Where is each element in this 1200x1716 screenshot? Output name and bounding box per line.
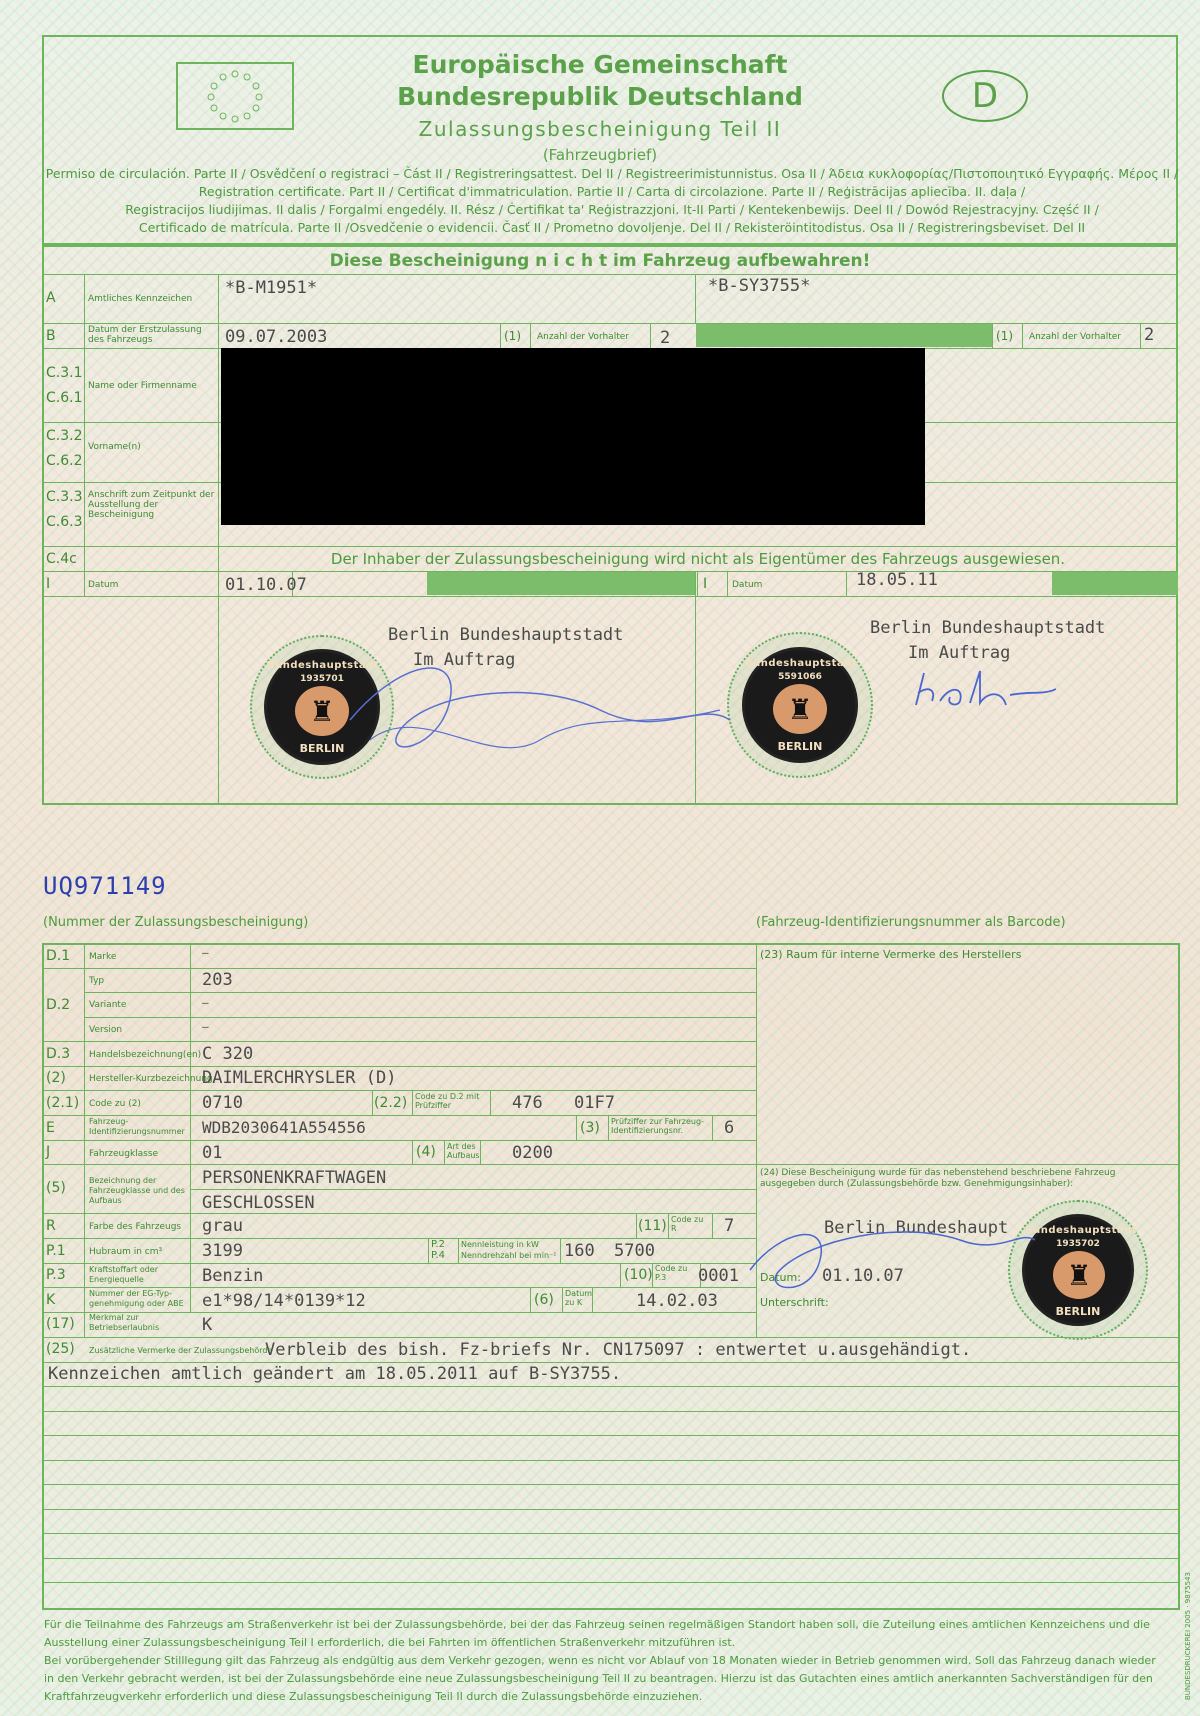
code-22: (2.2) — [374, 1095, 408, 1111]
stamp-text-2b: Im Auftrag — [908, 643, 1011, 663]
printer-mark: BUNDESDRUCKEREI 2005 · 9875543 — [1184, 1572, 1192, 1700]
value-21: 0710 — [202, 1093, 243, 1113]
country-oval: D — [942, 70, 1028, 122]
label-c32: Vorname(n) — [88, 442, 141, 452]
label-21: Code zu (2) — [89, 1099, 141, 1109]
label-prev-1: Anzahl der Vorhalter — [537, 332, 629, 342]
label-5: Bezeichnung der Fahrzeugklasse und des Aufbaus — [89, 1176, 185, 1205]
value-e: WDB2030641A554556 — [202, 1118, 366, 1137]
code-r: R — [46, 1218, 56, 1234]
code-c61: C.6.1 — [46, 390, 83, 406]
label-17: Merkmal zur Betriebserlaubnis — [89, 1313, 160, 1332]
code-p3: P.3 — [46, 1267, 66, 1283]
value-22a: 476 — [512, 1093, 543, 1113]
code-25: (25) — [46, 1341, 75, 1357]
barcode-label: (Fahrzeug-Identifizierungsnummer als Barcode) — [756, 915, 1066, 930]
footer-paragraph-1: Für die Teilnahme des Fahrzeugs am Straßenverkehr ist bei der Zulassungsbehörde, bei der das Fahrzeug seinen regelmäßigen Standort haben soll, die Zuteilung eines amtlichen Kennzeichens und die Ausstellung einer Zulassungsbescheinigung Teil I erforderlich, die bei Fahrten im öffentlichen Straßenverkehr mitzuführen ist. — [44, 1618, 1150, 1649]
label-3: Prüfziffer zur Fahrzeug-Identifizierungsnr. — [611, 1117, 704, 1135]
code-4: (4) — [416, 1144, 436, 1160]
label-p4: Nenndrehzahl bei min⁻¹ — [461, 1251, 557, 1260]
label-25: Zusätzliche Vermerke der Zulassungsbehörde — [89, 1346, 273, 1355]
signature-scribble-1 — [340, 640, 740, 780]
remark-line-2: Kennzeichen amtlich geändert am 18.05.2011 auf B-SY3755. — [48, 1364, 622, 1384]
label-22: Code zu D.2 mit Prüfziffer — [415, 1092, 480, 1110]
value-d1: — — [202, 946, 209, 959]
label-c33: Anschrift zum Zeitpunkt der Ausstellung der Bescheinigung — [88, 490, 215, 520]
value-5b: GESCHLOSSEN — [202, 1193, 315, 1213]
label-i-1: Datum — [88, 580, 119, 590]
code-c33: C.3.3 — [46, 489, 83, 505]
header-title-3: Zulassungsbescheinigung Teil II — [418, 117, 782, 141]
value-r: grau — [202, 1216, 243, 1236]
official-seal-3: Bundeshauptstadt 1935702 ♜ BERLIN — [1008, 1200, 1148, 1340]
permit-line-2: Registration certificate. Part II / Certificat d'immatriculation. Partie II / Carta di circolazione. Parte II / Reģistrācijas apliecība. II. daļa / — [198, 184, 1026, 199]
value-d3: C 320 — [202, 1044, 254, 1064]
label-i-2: Datum — [732, 580, 763, 590]
code-k: K — [46, 1292, 56, 1308]
warning-text: Diese Bescheinigung n i c h t im Fahrzeug aufbewahren! — [329, 251, 871, 271]
document-number-label: (Nummer der Zulassungsbescheinigung) — [43, 915, 309, 930]
value-k: e1*98/14*0139*12 — [202, 1291, 366, 1311]
value-p1: 3199 — [202, 1241, 243, 1261]
label-11: Code zu R — [671, 1215, 704, 1233]
label-typ: Typ — [89, 976, 105, 986]
label-prev-2: Anzahl der Vorhalter — [1029, 332, 1121, 342]
value-p3: Benzin — [202, 1266, 264, 1286]
datum-value: 01.10.07 — [822, 1266, 904, 1286]
value-p2: 160 — [564, 1241, 595, 1261]
prev-owners-1: 2 — [660, 328, 671, 348]
code-c4c: C.4c — [46, 551, 77, 567]
permit-line-4: Certificado de matrícula. Parte II /Osvedčenie o evidencii. Časť II / Prometno dovoljenje. Del II / Rekisteröintitodistus. Osa II / Registreringsbeviset. Del II — [138, 220, 1086, 235]
value-3: 6 — [724, 1118, 735, 1138]
code-a: A — [46, 290, 56, 306]
value-10: 0001 — [698, 1266, 739, 1286]
code-10: (10) — [624, 1267, 653, 1283]
datum-label: Datum: — [760, 1271, 801, 1284]
label-k: Nummer der EG-Typ-genehmigung oder ABE — [89, 1289, 184, 1308]
code-2: (2) — [46, 1070, 66, 1086]
code-c32: C.3.2 — [46, 428, 83, 444]
value-j: 01 — [202, 1143, 223, 1163]
ownership-note: Der Inhaber der Zulassungsbescheinigung wird nicht als Eigentümer des Fahrzeugs ausgewiesen. — [330, 550, 1066, 568]
value-version: — — [202, 1020, 209, 1033]
label-6: Datum zu K — [565, 1289, 593, 1307]
label-2: Hersteller-Kurzbezeichnung — [89, 1074, 213, 1084]
label-e: Fahrzeug-Identifizierungsnummer — [89, 1117, 185, 1136]
official-seal-2: Bundeshauptstadt 5591066 ♜ BERLIN — [727, 632, 873, 778]
code-p4: P.4 — [431, 1250, 446, 1261]
remark-line-1: Verbleib des bish. Fz-briefs Nr. CN175097 : entwertet u.ausgehändigt. — [265, 1340, 972, 1360]
signature-label: Unterschrift: — [760, 1296, 829, 1309]
issued-by-label: (24) Diese Bescheinigung wurde für das nebenstehend beschriebene Fahrzeug ausgegeben durch (Zulassungsbehörde bzw. Genehmigungsinhaber): — [760, 1168, 1116, 1189]
footer-paragraph-2: Bei vorübergehender Stilllegung gilt das Fahrzeug als endgültig aus dem Verkehr gezogen, wenn es nicht vor Ablauf von 18 Monaten wieder in Betrieb genommen wird. Soll das Fahrzeug danach wieder in den Verkehr gebracht werden, ist bei der Zulassungsbehörde eine neue Zulassungsbescheinigung Teil II zu beantragen. Hierzu ist das Gutachten eines amtlich anerkannten Sachverständigen für den Kraftfahrzeugverkehr erforderlich und diese Zulassungsbescheinigung Teil II durch die Zulassungsbehörde einzuziehen. — [44, 1654, 1156, 1703]
label-p1: Hubraum in cm³ — [89, 1247, 163, 1257]
prev-owners-2: 2 — [1144, 325, 1155, 345]
code-b: B — [46, 328, 56, 344]
permit-line-3: Registracijos liudijimas. II dalis / Forgalmi engedély. II. Rész / Ċertifikat ta' Reġistrazzjoni. It-II Parti / Kentekenbewijs. Deel II / Dowód Rejestracyjny. Część II / — [125, 202, 1099, 217]
code-11: (11) — [638, 1218, 667, 1234]
code-p2: P.2 — [431, 1239, 446, 1250]
redacted-owner-block — [221, 348, 925, 525]
value-p4: 5700 — [614, 1241, 655, 1261]
label-p2: Nennleistung in kW — [461, 1240, 539, 1249]
label-p3: Kraftstoffart oder Energiequelle — [89, 1265, 159, 1284]
value-typ: 203 — [202, 970, 233, 990]
code-5: (5) — [46, 1180, 66, 1196]
value-22b: 01F7 — [574, 1093, 615, 1113]
header-title-1: Europäische Gemeinschaft — [412, 50, 788, 79]
first-registration: 09.07.2003 — [225, 327, 328, 347]
code-3: (3) — [580, 1120, 600, 1136]
label-c31: Name oder Firmenname — [88, 381, 197, 391]
code-6: (6) — [534, 1292, 554, 1308]
signature-2 — [910, 665, 1060, 715]
label-j: Fahrzeugklasse — [89, 1149, 159, 1159]
bear-icon: ♜ — [1053, 1251, 1105, 1299]
label-version: Version — [89, 1025, 123, 1035]
code-21: (2.1) — [46, 1095, 80, 1111]
plate-old: *B-M1951* — [225, 278, 318, 298]
code-j: J — [46, 1144, 51, 1160]
signature-scribble-3 — [740, 1200, 1040, 1310]
code-c31: C.3.1 — [46, 365, 83, 381]
plate-new: *B-SY3755* — [708, 276, 811, 296]
code-c62: C.6.2 — [46, 453, 83, 469]
stamp-text-2a: Berlin Bundeshauptstadt — [870, 618, 1106, 638]
value-variante: — — [202, 996, 209, 1009]
label-d3: Handelsbezeichnung(en) — [89, 1050, 202, 1060]
label-a: Amtliches Kennzeichen — [88, 294, 193, 304]
official-seal-1: Bundeshauptstadt 1935701 ♜ BERLIN — [250, 635, 394, 779]
bear-icon: ♜ — [773, 684, 827, 734]
label-d1: Marke — [89, 952, 117, 962]
value-6: 14.02.03 — [636, 1291, 718, 1311]
value-11: 7 — [724, 1216, 735, 1236]
value-17: K — [202, 1315, 213, 1335]
code-d3: D.3 — [46, 1046, 71, 1062]
code-d1: D.1 — [46, 948, 71, 964]
manufacturer-notes-label: (23) Raum für interne Vermerke des Herstellers — [760, 948, 1022, 961]
stamp-text-1a: Berlin Bundeshauptstadt — [388, 625, 624, 645]
code-p1: P.1 — [46, 1243, 66, 1259]
header-title-2: Bundesrepublik Deutschland — [397, 82, 803, 111]
bear-icon: ♜ — [295, 686, 349, 736]
permit-line-1: Permiso de circulación. Parte II / Osvědčení o registraci – Část II / Registreringsattest. Del II / Registreerimistunnistus. Osa II / Άδεια κυκλοφορίας/Πιστοποιητικό Εγγραφής. Μέρος II / — [45, 166, 1179, 181]
label-b: Datum der Erstzulassung des Fahrzeugs — [88, 325, 202, 345]
code-i-2: I — [703, 576, 708, 592]
code-e: E — [46, 1120, 55, 1136]
issuer-stamp-text: Berlin Bundeshaupt — [824, 1218, 1009, 1238]
code-17: (17) — [46, 1316, 75, 1332]
value-2: DAIMLERCHRYSLER (D) — [202, 1068, 397, 1088]
code-i-1: I — [46, 576, 51, 592]
label-10: Code zu P.3 — [655, 1264, 688, 1282]
date-i-2: 18.05.11 — [856, 570, 938, 590]
value-5a: PERSONENKRAFTWAGEN — [202, 1168, 387, 1188]
code-d2: D.2 — [46, 997, 71, 1013]
value-4: 0200 — [512, 1143, 553, 1163]
date-i-1: 01.10.07 — [225, 575, 307, 595]
code-prev-1: (1) — [504, 329, 521, 343]
code-c63: C.6.3 — [46, 514, 83, 530]
document-number: UQ971149 — [43, 872, 167, 900]
code-prev-2: (1) — [996, 329, 1013, 343]
stamp-text-1b: Im Auftrag — [413, 650, 516, 670]
label-r: Farbe des Fahrzeugs — [89, 1222, 182, 1232]
header-title-4: (Fahrzeugbrief) — [542, 146, 658, 164]
label-4: Art des Aufbaus — [447, 1142, 480, 1160]
label-variante: Variante — [89, 1000, 127, 1010]
